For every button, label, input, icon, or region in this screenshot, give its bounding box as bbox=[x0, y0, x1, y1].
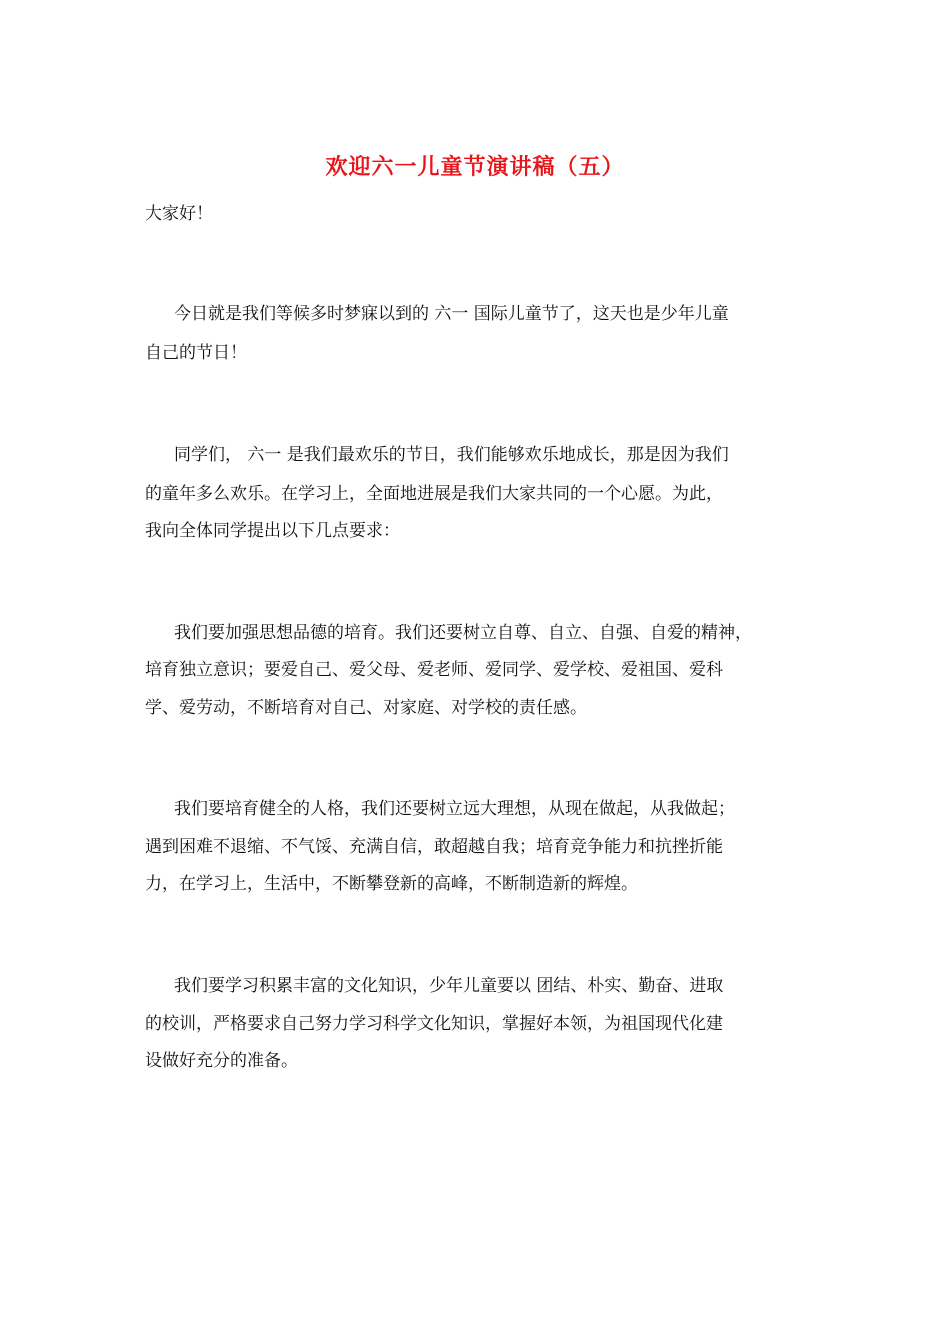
paragraph-3-line-1: 我们要加强思想品德的培育。我们还要树立自尊、自立、自强、自爱的精神， bbox=[174, 623, 752, 643]
paragraph-4-line-3: 力，在学习上，生活中，不断攀登新的高峰，不断制造新的辉煌。 bbox=[145, 874, 638, 894]
paragraph-4-line-2: 遇到困难不退缩、不气馁、充满自信，敢超越自我；培育竞争能力和抗挫折能 bbox=[145, 837, 723, 857]
greeting: 大家好！ bbox=[145, 204, 213, 224]
paragraph-1-line-1: 今日就是我们等候多时梦寐以到的 六一 国际儿童节了，这天也是少年儿童 bbox=[174, 304, 729, 324]
paragraph-2-line-1: 同学们， 六一 是我们最欢乐的节日，我们能够欢乐地成长，那是因为我们 bbox=[174, 445, 729, 465]
paragraph-5-line-1: 我们要学习积累丰富的文化知识，少年儿童要以 团结、朴实、勤奋、进取 bbox=[174, 976, 724, 996]
paragraph-3-line-3: 学、爱劳动，不断培育对自己、对家庭、对学校的责任感。 bbox=[145, 698, 587, 718]
paragraph-1-line-2: 自己的节日！ bbox=[145, 343, 247, 363]
paragraph-4-line-1: 我们要培育健全的人格，我们还要树立远大理想，从现在做起，从我做起； bbox=[174, 799, 735, 819]
paragraph-5-line-3: 设做好充分的准备。 bbox=[145, 1051, 298, 1071]
paragraph-2-line-3: 我向全体同学提出以下几点要求： bbox=[145, 521, 400, 541]
document-title: 欢迎六一儿童节演讲稿（五） bbox=[325, 154, 625, 180]
paragraph-5-line-2: 的校训，严格要求自己努力学习科学文化知识，掌握好本领，为祖国现代化建 bbox=[145, 1014, 723, 1034]
paragraph-2-line-2: 的童年多么欢乐。在学习上，全面地进展是我们大家共同的一个心愿。为此， bbox=[145, 484, 723, 504]
paragraph-3-line-2: 培育独立意识；要爱自己、爱父母、爱老师、爱同学、爱学校、爱祖国、爱科 bbox=[145, 660, 723, 680]
